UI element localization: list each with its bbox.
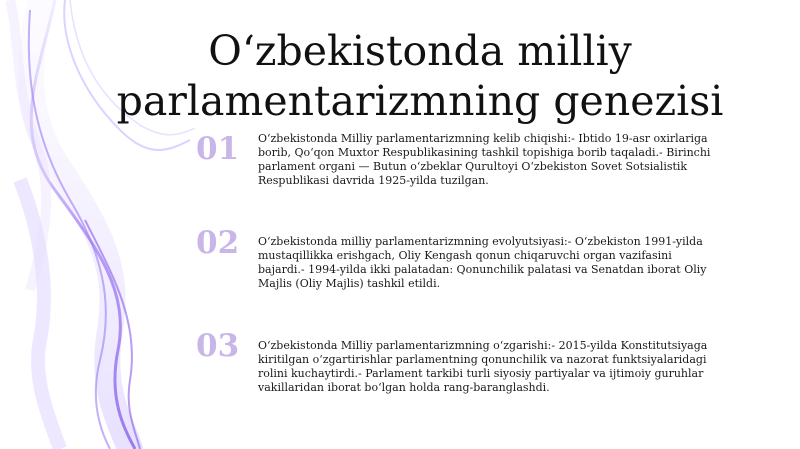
item-number: 02 <box>196 225 240 261</box>
item-number: 01 <box>196 131 240 167</box>
item-number: 03 <box>196 328 240 364</box>
item-text: O‘zbekistonda Milliy parlamentarizmning o‘zgarishi:- 2015-yilda Konstitutsiyaga kiritilgan o‘zgartirishlar parlamentning qonunchilik va nazorat funktsiyalaridagi rolini kuchaytirdi.- Parlament tarkibi turli siyosiy partiyalar va ijtimoiy guruhlar vakillaridan iborat bo‘lgan holda rang-baranglashdi. <box>258 339 708 394</box>
slide-title: O‘zbekistonda milliy parlamentarizmning genezisi <box>116 27 724 125</box>
item-text: O‘zbekistonda milliy parlamentarizmning evolyutsiyasi:- O‘zbekiston 1991-yilda mustaqillikka erishgach, Oliy Kengash qonun chiqaruvchi organ vazifasini bajardi.- 1994-yilda ikki palatadan: Qonunchilik palatasi va Senatdan iborat Oliy Majlis (Oliy Majlis) tashkil etildi. <box>258 235 707 290</box>
item-text: O‘zbekistonda Milliy parlamentarizmning kelib chiqishi:- Ibtido 19-asr oxirlariga borib, Qo‘qon Muxtor Respublikasining tashkil topishiga borib taqaladi.- Birinchi parlament organi — Butun o‘zbeklar Qurultoyi O‘zbekiston Sovet Sotsialistik Respublikasi davrida 1925-yilda tuzilgan. <box>258 132 711 187</box>
